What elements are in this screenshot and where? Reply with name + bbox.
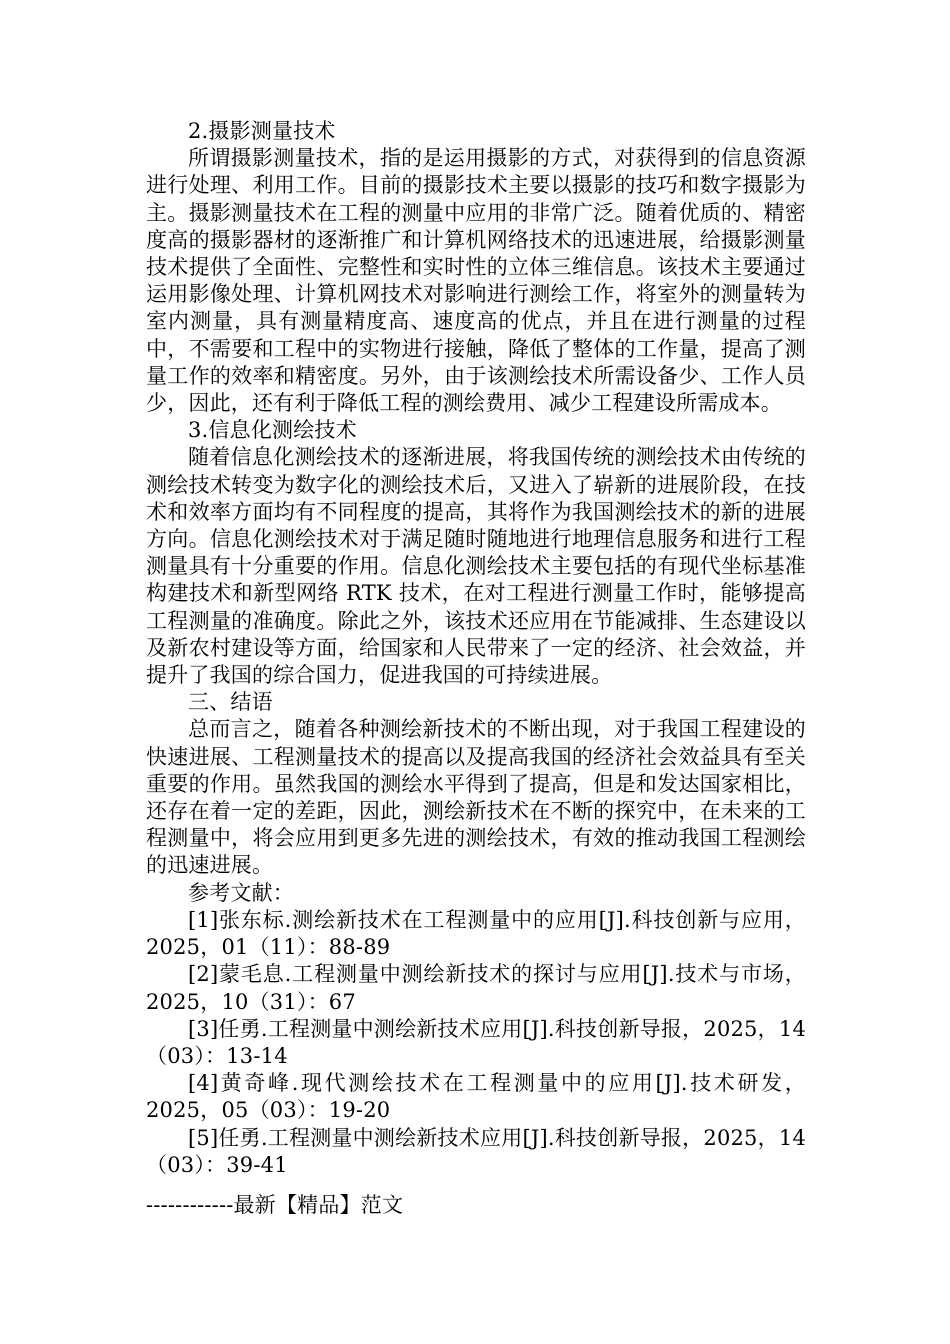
reference-item-3: [3]任勇.工程测量中测绘新技术应用[J].科技创新导报，2025，14（03）：13-14 bbox=[146, 1016, 806, 1068]
page-footer: ------------最新【精品】范文 bbox=[146, 1193, 404, 1217]
paragraph-informatization: 随着信息化测绘技术的逐渐进展，将我国传统的测绘技术由传统的测绘技术转变为数字化的测绘技术后，又进入了崭新的进展阶段，在技术和效率方面均有不同程度的提高，其将作为我国测绘技术的新的进展方向。信息化测绘技术对于满足随时随地进行地理信息服务和进行工程测量具有十分重要的作用。信息化测绘技术主要包括的有现代坐标基准构建技术和新型网络 RTK 技术，在对工程进行测量工作时，能够提高工程测量的准确度。除此之外，该技术还应用在节能减排、生态建设以及新农村建设等方面，给国家和人民带来了一定的经济、社会效益，并提升了我国的综合国力，促进我国的可持续进展。 bbox=[146, 445, 806, 688]
reference-item-4: [4]黄奇峰.现代测绘技术在工程测量中的应用[J].技术研发，2025，05（03）：19-20 bbox=[146, 1071, 806, 1123]
section-heading-informatization: 3.信息化测绘技术 bbox=[188, 418, 357, 443]
reference-item-5: [5]任勇.工程测量中测绘新技术应用[J].科技创新导报，2025，14（03）：39-41 bbox=[146, 1125, 806, 1177]
reference-item-2: [2]蒙毛息.工程测量中测绘新技术的探讨与应用[J].技术与市场，2025，10（31）：67 bbox=[146, 962, 806, 1014]
section-heading-photogrammetry: 2.摄影测量技术 bbox=[188, 119, 336, 143]
paragraph-conclusion: 总而言之，随着各种测绘新技术的不断出现，对于我国工程建设的快速进展、工程测量技术的提高以及提高我国的经济社会效益具有至关重要的作用。虽然我国的测绘水平得到了提高，但是和发达国家相比，还存在着一定的差距，因此，测绘新技术在不断的探究中，在未来的工程测量中，将会应用到更多先进的测绘技术，有效的推动我国工程测绘的迅速进展。 bbox=[146, 717, 806, 878]
section-heading-conclusion: 三、结语 bbox=[188, 690, 273, 715]
document-body bbox=[146, 118, 806, 1179]
reference-item-1: [1]张东标.测绘新技术在工程测量中的应用[J].科技创新与应用，2025，01（11）：88-89 bbox=[146, 907, 806, 960]
paragraph-photogrammetry: 所谓摄影测量技术，指的是运用摄影的方式，对获得到的信息资源进行处理、利用工作。目前的摄影技术主要以摄影的技巧和数字摄影为主。摄影测量技术在工程的测量中应用的非常广泛。随着优质的、精密度高的摄影器材的逐渐推广和计算机网络技术的迅速进展，给摄影测量技术提供了全面性、完整性和实时性的立体三维信息。该技术主要通过运用影像处理、计算机网技术对影响进行测绘工作，将室外的测量转为室内测量，具有测量精度高、速度高的优点，并且在进行测量的过程中，不需要和工程中的实物进行接触，降低了整体的工作量，提高了测量工作的效率和精密度。另外，由于该测绘技术所需设备少、工作人员少，因此，还有利于降低工程的测绘费用、减少工程建设所需成本。 bbox=[146, 146, 806, 416]
references-heading: 参考文献： bbox=[188, 880, 294, 905]
